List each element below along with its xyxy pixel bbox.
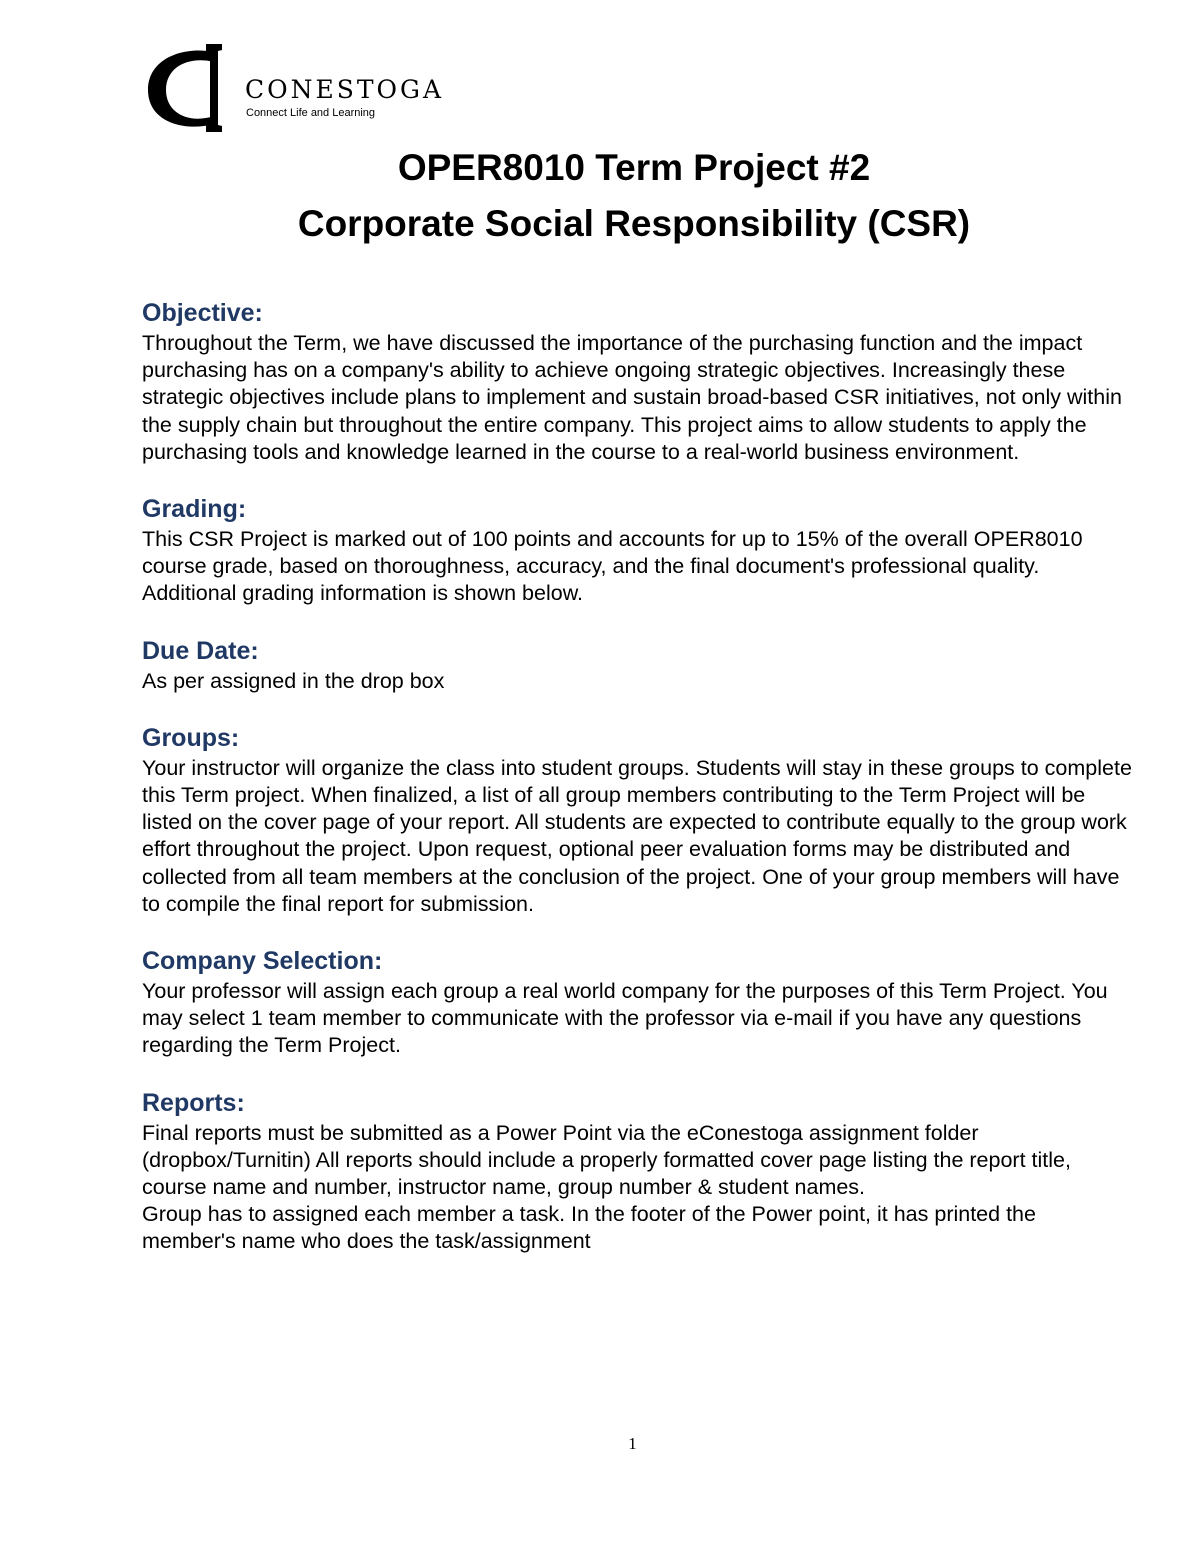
section-grading (142, 492, 1132, 608)
logo-wordmark: CONESTOGA (245, 75, 444, 104)
section-groups (142, 721, 1132, 918)
page-number: 1 (628, 1434, 637, 1453)
section-company-selection (142, 944, 1132, 1060)
logo-tagline: Connect Life and Learning (246, 107, 376, 119)
title-line-1: OPER8010 Term Project #2 (397, 147, 871, 188)
section-paragraph: As per assigned in the drop box (142, 668, 445, 693)
section-heading: Reports: (142, 1088, 245, 1117)
document-body (142, 296, 1132, 1256)
section-heading: Company Selection: (142, 947, 383, 976)
section-heading: Grading: (142, 495, 247, 524)
section-heading: Objective: (142, 299, 263, 327)
section-paragraph: Your instructor will organize the class into student groups. Students will stay in these groups to complete this Term project. When finalized, a list of all group members contributing to the Term Project will be listed on the cover page of your report. All students are expected to contribute equally to the group work effort throughout the project. Upon request, optional peer evaluation forms may be distributed and collected from all team members at the conclusion of the project. One of your group members will have to compile the final report for submission. (142, 755, 1132, 916)
section-heading: Due Date: (142, 636, 259, 665)
section-paragraph: Final reports must be submitted as a Power Point via the eConestoga assignment folder (dropbox/Turnitin) All reports should include a properly formatted cover page listing the report title, course name and number, instructor name, group number & student names. (142, 1120, 1071, 1200)
section-paragraph: This CSR Project is marked out of 100 points and accounts for up to 15% of the overall OPER8010 course grade, based on thoroughness, accuracy, and the final document's professional quality. Additional grading information is shown below. (142, 527, 1083, 606)
conestoga-c-mark-icon (148, 51, 214, 127)
conestoga-logo (144, 44, 444, 132)
section-heading: Groups: (142, 723, 240, 752)
section-objective (142, 296, 1132, 466)
section-paragraph: Throughout the Term, we have discussed the importance of the purchasing function and the impact purchasing has on a company's ability to achieve ongoing strategic objectives. Increasingly these strategic objectives include plans to implement and sustain broad-based CSR initiatives, not only within the supply chain but throughout the entire company. This project aims to allow students to apply the purchasing tools and knowledge learned in the course to a real-world business environment. (142, 331, 1122, 464)
section-reports (142, 1086, 1132, 1256)
title-line-2: Corporate Social Responsibility (CSR) (297, 203, 971, 244)
section-paragraph: Your professor will assign each group a real world company for the purposes of this Term Project. You may select 1 team member to communicate with the professor via e-mail if you have any questions regarding the Term Project. (142, 979, 1108, 1058)
section-due-date (142, 634, 1132, 695)
section-paragraph: Group has to assigned each member a task. In the footer of the Power point, it has printed the member's name who does the task/assignment (142, 1202, 1036, 1254)
document-title (0, 140, 1200, 252)
